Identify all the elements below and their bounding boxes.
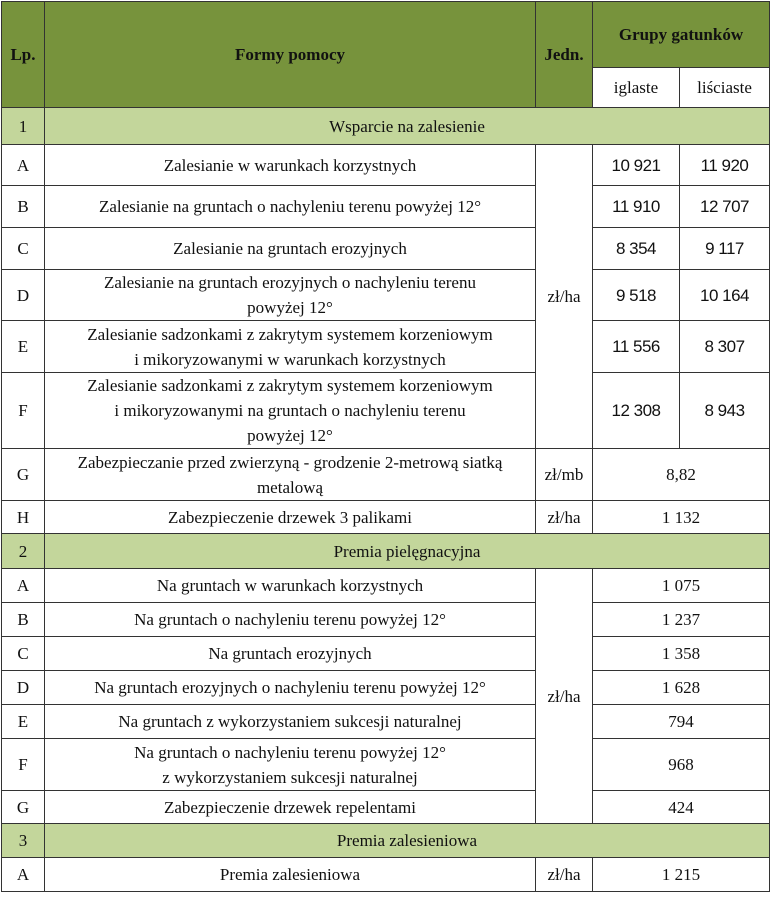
row-letter: A xyxy=(2,569,45,603)
description-line: Zabezpieczanie przed zwierzyną - grodzenie 2-metrową siatką xyxy=(77,452,503,472)
conifer-value: 9 518 xyxy=(593,270,680,321)
row-description xyxy=(45,270,536,321)
deciduous-value: 9 117 xyxy=(680,228,770,270)
row-letter: H xyxy=(2,501,45,534)
row-description xyxy=(45,705,536,739)
combined-value: 1 237 xyxy=(593,603,770,637)
row-description xyxy=(45,373,536,449)
row-description xyxy=(45,603,536,637)
header-deciduous: liściaste xyxy=(680,68,770,108)
row-letter: A xyxy=(2,145,45,186)
row-description xyxy=(45,791,536,824)
combined-value: 1 358 xyxy=(593,637,770,671)
row-letter: C xyxy=(2,228,45,270)
description-line: Zalesianie na gruntach o nachyleniu terenu powyżej 12° xyxy=(98,197,482,216)
row-description xyxy=(45,501,536,534)
table-row xyxy=(2,739,770,791)
section-row xyxy=(2,824,770,858)
row-description xyxy=(45,145,536,186)
row-description xyxy=(45,671,536,705)
row-letter: E xyxy=(2,321,45,373)
description-line: Premia zalesieniowa xyxy=(219,865,361,884)
support-rates-table xyxy=(1,1,770,892)
table-row xyxy=(2,637,770,671)
description-line: Zabezpieczenie drzewek repelentami xyxy=(163,797,416,817)
row-description xyxy=(45,858,536,892)
combined-value: 794 xyxy=(593,705,770,739)
description-line: Na gruntach z wykorzystaniem sukcesji naturalnej xyxy=(118,712,462,731)
table-row xyxy=(2,270,770,321)
description-line: Zalesianie w warunkach korzystnych xyxy=(163,155,417,175)
deciduous-value: 11 920 xyxy=(680,145,770,186)
table-row xyxy=(2,791,770,824)
description-line: Zalesianie na gruntach erozyjnych xyxy=(173,239,407,258)
header-species-groups: Grupy gatunków xyxy=(593,2,770,68)
description-line: Zalesianie na gruntach erozyjnych o nachyleniu terenu xyxy=(104,273,476,292)
deciduous-value: 12 707 xyxy=(680,186,770,228)
table-row xyxy=(2,145,770,186)
description-line: i mikoryzowanymi w warunkach korzystnych xyxy=(134,349,446,369)
description-line: Zabezpieczenie drzewek 3 palikami xyxy=(167,507,412,527)
row-letter: A xyxy=(2,858,45,892)
row-description xyxy=(45,186,536,228)
description-line: i mikoryzowanymi na gruntach o nachyleniu terenu xyxy=(114,401,466,420)
description-line: Zalesianie sadzonkami z zakrytym systemem korzeniowym xyxy=(87,324,493,344)
conifer-value: 11 910 xyxy=(593,186,680,228)
description-line: powyżej 12° xyxy=(247,426,333,445)
row-letter: C xyxy=(2,637,45,671)
row-letter: D xyxy=(2,671,45,705)
conifer-value: 11 556 xyxy=(593,321,680,373)
row-letter: F xyxy=(2,739,45,791)
table-row xyxy=(2,705,770,739)
section-number: 1 xyxy=(2,108,45,145)
conifer-value: 12 308 xyxy=(593,373,680,449)
row-description xyxy=(45,321,536,373)
unit-cell: zł/ha xyxy=(536,858,593,892)
section-row xyxy=(2,108,770,145)
conifer-value: 8 354 xyxy=(593,228,680,270)
table-row xyxy=(2,603,770,637)
header-conifer: iglaste xyxy=(593,68,680,108)
description-line: Zalesianie sadzonkami z zakrytym systemem korzeniowym xyxy=(87,376,493,395)
combined-value: 424 xyxy=(593,791,770,824)
row-description xyxy=(45,569,536,603)
combined-value: 1 132 xyxy=(593,501,770,534)
header-unit: Jedn. xyxy=(536,2,593,108)
row-letter: B xyxy=(2,603,45,637)
row-letter: D xyxy=(2,270,45,321)
section-row xyxy=(2,534,770,569)
row-letter: G xyxy=(2,449,45,501)
table-row xyxy=(2,501,770,534)
section-title: Wsparcie na zalesienie xyxy=(45,108,770,145)
description-line: z wykorzystaniem sukcesji naturalnej xyxy=(162,767,418,787)
deciduous-value: 8 943 xyxy=(680,373,770,449)
deciduous-value: 8 307 xyxy=(680,321,770,373)
table-row xyxy=(2,186,770,228)
description-line: metalową xyxy=(256,477,324,497)
combined-value: 1 075 xyxy=(593,569,770,603)
table-row xyxy=(2,228,770,270)
section-title: Premia pielęgnacyjna xyxy=(45,534,770,569)
row-letter: G xyxy=(2,791,45,824)
combined-value: 968 xyxy=(593,739,770,791)
description-line: powyżej 12° xyxy=(247,298,333,317)
row-description xyxy=(45,637,536,671)
row-letter: E xyxy=(2,705,45,739)
combined-value: 8,82 xyxy=(593,449,770,501)
table-row xyxy=(2,449,770,501)
table-row xyxy=(2,858,770,892)
combined-value: 1 215 xyxy=(593,858,770,892)
unit-cell: zł/ha xyxy=(536,569,593,824)
row-description xyxy=(45,449,536,501)
table-row xyxy=(2,373,770,449)
section-number: 3 xyxy=(2,824,45,858)
header-forms: Formy pomocy xyxy=(45,2,536,108)
header-lp: Lp. xyxy=(2,2,45,108)
row-letter: F xyxy=(2,373,45,449)
unit-cell: zł/ha xyxy=(536,501,593,534)
table-row xyxy=(2,569,770,603)
description-line: Na gruntach erozyjnych o nachyleniu terenu powyżej 12° xyxy=(94,678,486,697)
row-letter: B xyxy=(2,186,45,228)
description-line: Na gruntach w warunkach korzystnych xyxy=(156,576,424,595)
unit-cell: zł/mb xyxy=(536,449,593,501)
description-line: Na gruntach erozyjnych xyxy=(208,644,372,663)
deciduous-value: 10 164 xyxy=(680,270,770,321)
section-title: Premia zalesieniowa xyxy=(45,824,770,858)
table-row xyxy=(2,321,770,373)
section-number: 2 xyxy=(2,534,45,569)
description-line: Na gruntach o nachyleniu terenu powyżej 12° xyxy=(134,610,446,629)
row-description xyxy=(45,739,536,791)
description-line: Na gruntach o nachyleniu terenu powyżej 12° xyxy=(134,742,446,762)
conifer-value: 10 921 xyxy=(593,145,680,186)
combined-value: 1 628 xyxy=(593,671,770,705)
table-row xyxy=(2,671,770,705)
unit-cell: zł/ha xyxy=(536,145,593,449)
row-description xyxy=(45,228,536,270)
